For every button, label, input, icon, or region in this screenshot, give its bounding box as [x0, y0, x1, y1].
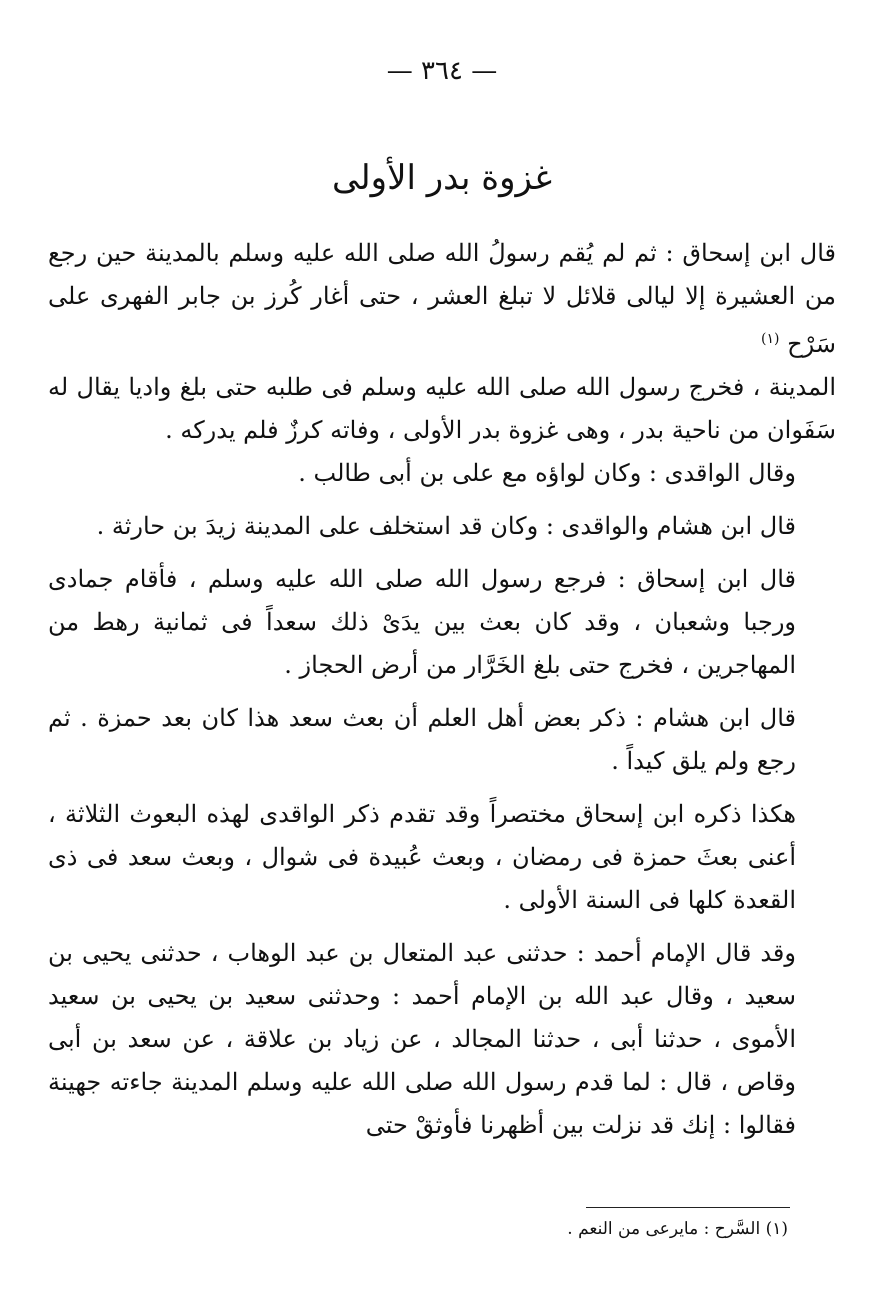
paragraph: قال ابن هشام : ذكر بعض أهل العلم أن بعث سعد هذا كان بعد حمزة . ثم رجع ولم يلق كيداً . [48, 704, 796, 775]
page-number: — ٣٦٤ — [386, 56, 498, 86]
footnote: (١) السَّرح : مايرعى من النعم . [567, 1219, 788, 1239]
paragraph: وقد قال الإمام أحمد : حدثنى عبد المتعال بن عبد الوهاب ، حدثنى يحيى بن سعيد ، وقال عبد الله بن الإمام أحمد : وحدثنى سعيد بن يحيى بن سعيد الأموى ، حدثنا أبى ، حدثنا المجالد ، عن زياد بن علاقة ، عن سعد بن أبى وقاص ، قال : لما قدم رسول الله صلى الله عليه وسلم المدينة جاءته جهينة فقالوا : إنك قد نزلت بين أظهرنا فأوثقْ حتى [48, 939, 796, 1139]
body-text [48, 232, 836, 1147]
paragraph: قال ابن إسحاق : فرجع رسول الله صلى الله عليه وسلم ، فأقام جمادى ورجبا وشعبان ، وقد كان بعث بين يدَىْ ذلك سعداً فى ثمانية رهط من المهاجرين ، فخرج حتى بلغ الخَرَّار من أرض الحجاز . [48, 565, 797, 679]
paragraph [48, 232, 836, 366]
paragraph: وقال الواقدى : وكان لواؤه مع على بن أبى طالب . [298, 459, 796, 487]
paragraph: قال ابن هشام والواقدى : وكان قد استخلف على المدينة زيدَ بن حارثة . [96, 512, 796, 540]
chapter-title: غزوة بدر الأولى [331, 158, 553, 198]
paragraph: المدينة ، فخرج رسول الله صلى الله عليه وسلم فى طلبه حتى بلغ واديا يقال له سَفَوان من ناحية بدر ، وهى غزوة بدر الأولى ، وفاته كرزٌ فلم يدركه . [48, 373, 836, 444]
paragraph: هكذا ذكره ابن إسحاق مختصراً وقد تقدم ذكر الواقدى لهذه البعوث الثلاثة ، أعنى بعثَ حمزة فى رمضان ، وبعث عُبيدة فى شوال ، وبعث سعد فى ذى القعدة كلها فى السنة الأولى . [48, 800, 796, 914]
paragraph-text: قال ابن إسحاق : ثم لم يُقم رسولُ الله صلى الله عليه وسلم بالمدينة حين رجع من العشيرة إلا ليالى قلائل لا تبلغ العشر ، حتى أغار كُرز بن جابر الفهرى على سَرْح [48, 239, 836, 358]
footnote-divider [586, 1207, 790, 1208]
footnote-marker: (١) [761, 331, 780, 347]
